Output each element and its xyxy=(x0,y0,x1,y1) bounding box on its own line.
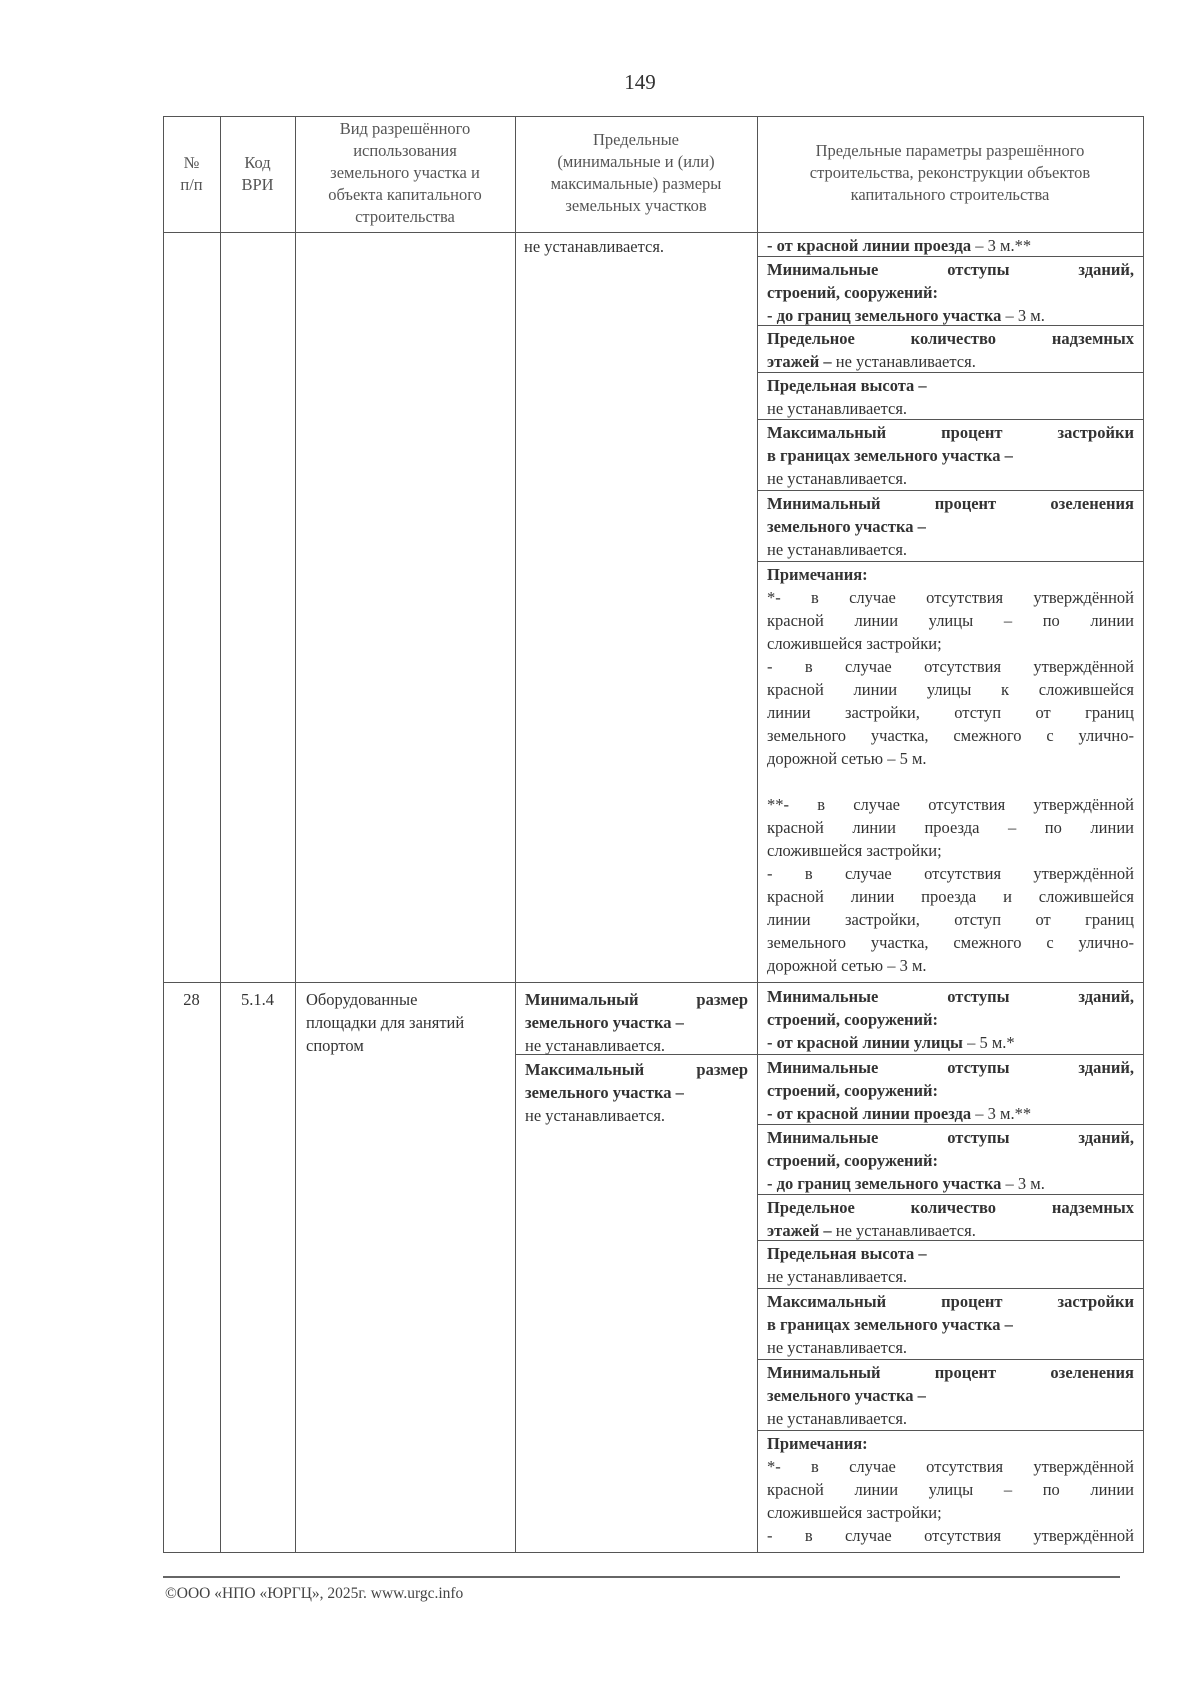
param-cell xyxy=(767,258,1134,327)
line-text: красной линии проезда и сложившейся xyxy=(767,887,1134,906)
line-text: красной линии улицы к сложившейся xyxy=(767,680,1134,699)
text-line xyxy=(767,515,1134,538)
line-text: в границах земельного участка – xyxy=(767,446,1013,465)
page-number: 149 xyxy=(624,70,656,94)
line-text: Максимальный процент застройки xyxy=(767,1292,1134,1311)
text-line xyxy=(767,1196,1134,1219)
text-line xyxy=(767,1031,1134,1054)
text-line xyxy=(767,538,1134,561)
footer-copyright: ©ООО «НПО «ЮРГЦ», 2025г. www.urgc.info xyxy=(165,1585,464,1602)
text-line xyxy=(767,1313,1134,1336)
text-line: Предельные параметры разрешённого xyxy=(815,141,1085,160)
text-line: строительства, реконструкции объектов xyxy=(809,163,1091,182)
line-text: красной линии улицы – по линии xyxy=(767,611,1134,630)
text-line xyxy=(767,632,1134,655)
line-text: земельного участка, смежного с улично- xyxy=(767,933,1134,952)
text-line xyxy=(767,1336,1134,1359)
header-kind xyxy=(295,118,515,228)
line-text: Минимальные отступы зданий, xyxy=(767,1058,1134,1077)
line-text: этажей – xyxy=(767,352,832,371)
line-text: не устанавливается. xyxy=(767,540,908,559)
line-text: строений, сооружений: xyxy=(767,1151,939,1170)
line-text: дорожной сетью – 3 м. xyxy=(767,956,927,975)
text-line: п/п xyxy=(180,175,203,194)
line-text: - в случае отсутствия утверждённой xyxy=(767,1526,1134,1545)
text-line xyxy=(767,908,1134,931)
text-line: Код xyxy=(244,153,271,172)
text-line: использования xyxy=(353,141,457,160)
text-line: спортом xyxy=(306,1036,364,1055)
param-cell xyxy=(767,1361,1134,1430)
line-text: этажей – xyxy=(767,1221,832,1240)
line-text: Минимальный процент озеленения xyxy=(767,494,1134,513)
text-line xyxy=(767,1432,1134,1455)
text-line xyxy=(767,350,1134,373)
text-line xyxy=(767,327,1134,350)
text-line xyxy=(767,1102,1134,1125)
text-line xyxy=(767,467,1134,490)
text-line xyxy=(525,1011,748,1034)
line-text: - до границ земельного участка xyxy=(767,306,1002,325)
line-text: сложившейся застройки; xyxy=(767,634,942,653)
text-line xyxy=(767,1242,1134,1265)
text-line xyxy=(525,988,748,1011)
text-line xyxy=(525,1104,748,1127)
text-line xyxy=(767,492,1134,515)
text-line: (минимальные и (или) xyxy=(557,152,715,171)
row28-size-min xyxy=(525,988,748,1057)
header-size xyxy=(515,129,757,217)
line-text: земельного участка – xyxy=(767,1386,926,1405)
line-text: Примечания: xyxy=(767,565,868,584)
text-line xyxy=(767,1149,1134,1172)
text-line: капитального строительства xyxy=(850,185,1050,204)
line-text: Предельная высота – xyxy=(767,1244,927,1263)
header-code xyxy=(220,152,295,196)
text-line xyxy=(767,1126,1134,1149)
line-text: земельного участка – xyxy=(525,1083,684,1102)
line-text: *- в случае отсутствия утверждённой xyxy=(767,1457,1134,1476)
line-tail: – 3 м.** xyxy=(971,236,1032,255)
line-tail: не устанавливается. xyxy=(831,352,976,371)
text-line xyxy=(767,1172,1134,1195)
text-line xyxy=(767,1407,1134,1430)
text-line xyxy=(767,931,1134,954)
line-tail: не устанавливается. xyxy=(831,1221,976,1240)
text-line xyxy=(767,563,1134,586)
header-num xyxy=(163,152,220,196)
line-text: не устанавливается. xyxy=(767,1267,908,1286)
text-line: максимальные) размеры xyxy=(550,174,722,193)
line-text: - в случае отсутствия утверждённой xyxy=(767,864,1134,883)
line-text: красной линии проезда – по линии xyxy=(767,818,1134,837)
param-cell xyxy=(767,1126,1134,1195)
text-line xyxy=(767,1008,1134,1031)
param-cell xyxy=(767,327,1134,373)
param-cell xyxy=(767,563,1134,977)
param-cell xyxy=(767,1242,1134,1288)
line-text: Минимальные отступы зданий, xyxy=(767,260,1134,279)
text-line xyxy=(767,655,1134,678)
text-line xyxy=(767,701,1134,724)
text-line xyxy=(767,839,1134,862)
text-line xyxy=(767,1501,1134,1524)
line-text: не устанавливается. xyxy=(525,1036,666,1055)
line-tail: – 3 м. xyxy=(1001,1174,1045,1193)
text-line xyxy=(767,586,1134,609)
text-line xyxy=(767,1524,1134,1547)
line-text: Предельная высота – xyxy=(767,376,927,395)
param-cell xyxy=(767,421,1134,490)
line-text: строений, сооружений: xyxy=(767,1081,939,1100)
param-cell xyxy=(767,492,1134,561)
param-cell xyxy=(767,374,1134,420)
line-text: земельного участка – xyxy=(525,1013,684,1032)
text-line xyxy=(767,1265,1134,1288)
line-tail: – 5 м.* xyxy=(962,1033,1015,1052)
line-text: - до границ земельного участка xyxy=(767,1174,1002,1193)
line-tail: – 3 м. xyxy=(1001,306,1045,325)
line-text: не устанавливается. xyxy=(525,1106,666,1125)
text-line xyxy=(767,885,1134,908)
line-text: - в случае отсутствия утверждённой xyxy=(767,657,1134,676)
row28-num: 28 xyxy=(183,990,200,1009)
param-cell xyxy=(767,1290,1134,1359)
text-line: земельных участков xyxy=(565,196,707,215)
header-params xyxy=(757,140,1143,206)
text-line: земельного участка и xyxy=(330,163,480,182)
line-text: Минимальные отступы зданий, xyxy=(767,1128,1134,1147)
line-text: в границах земельного участка – xyxy=(767,1315,1013,1334)
line-text: Максимальный процент застройки xyxy=(767,423,1134,442)
text-line xyxy=(525,1058,748,1081)
line-tail: – 3 м.** xyxy=(971,1104,1032,1123)
line-text: Примечания: xyxy=(767,1434,868,1453)
text-line xyxy=(767,724,1134,747)
text-line xyxy=(767,770,1134,793)
text-line xyxy=(767,985,1134,1008)
line-text: Минимальные отступы зданий, xyxy=(767,987,1134,1006)
line-text: Предельное количество надземных xyxy=(767,1198,1134,1217)
line-text: не устанавливается. xyxy=(767,469,908,488)
line-text: не устанавливается. xyxy=(767,1409,908,1428)
line-text: дорожной сетью – 5 м. xyxy=(767,749,927,768)
text-line xyxy=(767,1219,1134,1242)
text-line xyxy=(525,1081,748,1104)
text-line xyxy=(767,1478,1134,1501)
line-text: не устанавливается. xyxy=(767,399,908,418)
line-text: сложившейся застройки; xyxy=(767,841,942,860)
text-line xyxy=(767,281,1134,304)
text-line xyxy=(767,444,1134,467)
text-line xyxy=(767,793,1134,816)
param-cell xyxy=(767,1432,1134,1547)
text-line: объекта капитального xyxy=(328,185,482,204)
text-line xyxy=(767,1384,1134,1407)
line-text: линии застройки, отступ от границ xyxy=(767,703,1134,722)
line-text: Максимальный размер xyxy=(525,1060,748,1079)
text-line xyxy=(767,1455,1134,1478)
line-text: строений, сооружений: xyxy=(767,1010,939,1029)
text-line xyxy=(767,609,1134,632)
text-line: ВРИ xyxy=(241,175,274,194)
text-line xyxy=(767,234,1134,257)
text-line xyxy=(767,258,1134,281)
row28-size-max xyxy=(525,1058,748,1127)
row28-kind xyxy=(306,988,511,1057)
text-line xyxy=(767,1290,1134,1313)
text-line: площадки для занятий xyxy=(306,1013,465,1032)
line-text: красной линии улицы – по линии xyxy=(767,1480,1134,1499)
line-text: - от красной линии проезда xyxy=(767,1104,972,1123)
text-line xyxy=(767,954,1134,977)
param-cell xyxy=(767,234,1134,257)
row28-code: 5.1.4 xyxy=(241,990,274,1009)
line-text: **- в случае отсутствия утверждённой xyxy=(767,795,1134,814)
param-cell xyxy=(767,1196,1134,1242)
line-text: Предельное количество надземных xyxy=(767,329,1134,348)
text-line: Вид разрешённого xyxy=(339,119,471,138)
text-line xyxy=(767,397,1134,420)
line-text: *- в случае отсутствия утверждённой xyxy=(767,588,1134,607)
text-line xyxy=(767,862,1134,885)
text-line: строительства xyxy=(355,207,455,226)
text-line xyxy=(767,1079,1134,1102)
text-line: Оборудованные xyxy=(306,990,418,1009)
text-line xyxy=(767,304,1134,327)
text-line xyxy=(767,747,1134,770)
line-text: земельного участка – xyxy=(767,517,926,536)
footer-divider xyxy=(163,1576,1120,1578)
line-text: - от красной линии проезда xyxy=(767,236,972,255)
text-line xyxy=(767,1361,1134,1384)
text-line xyxy=(767,374,1134,397)
param-cell xyxy=(767,1056,1134,1125)
line-text: Минимальный размер xyxy=(525,990,748,1009)
line-text: - от красной линии улицы xyxy=(767,1033,963,1052)
text-line xyxy=(767,421,1134,444)
line-text: строений, сооружений: xyxy=(767,283,939,302)
text-line xyxy=(767,678,1134,701)
line-text: сложившейся застройки; xyxy=(767,1503,942,1522)
text-line: № xyxy=(183,153,200,172)
line-text: линии застройки, отступ от границ xyxy=(767,910,1134,929)
text-line xyxy=(525,1034,748,1057)
text-line: Предельные xyxy=(593,130,679,149)
line-text: Минимальный процент озеленения xyxy=(767,1363,1134,1382)
text-line xyxy=(767,816,1134,839)
cont-size-text: не устанавливается. xyxy=(524,237,665,256)
line-text: не устанавливается. xyxy=(767,1338,908,1357)
line-text: земельного участка, смежного с улично- xyxy=(767,726,1134,745)
param-cell xyxy=(767,985,1134,1054)
text-line xyxy=(767,1056,1134,1079)
